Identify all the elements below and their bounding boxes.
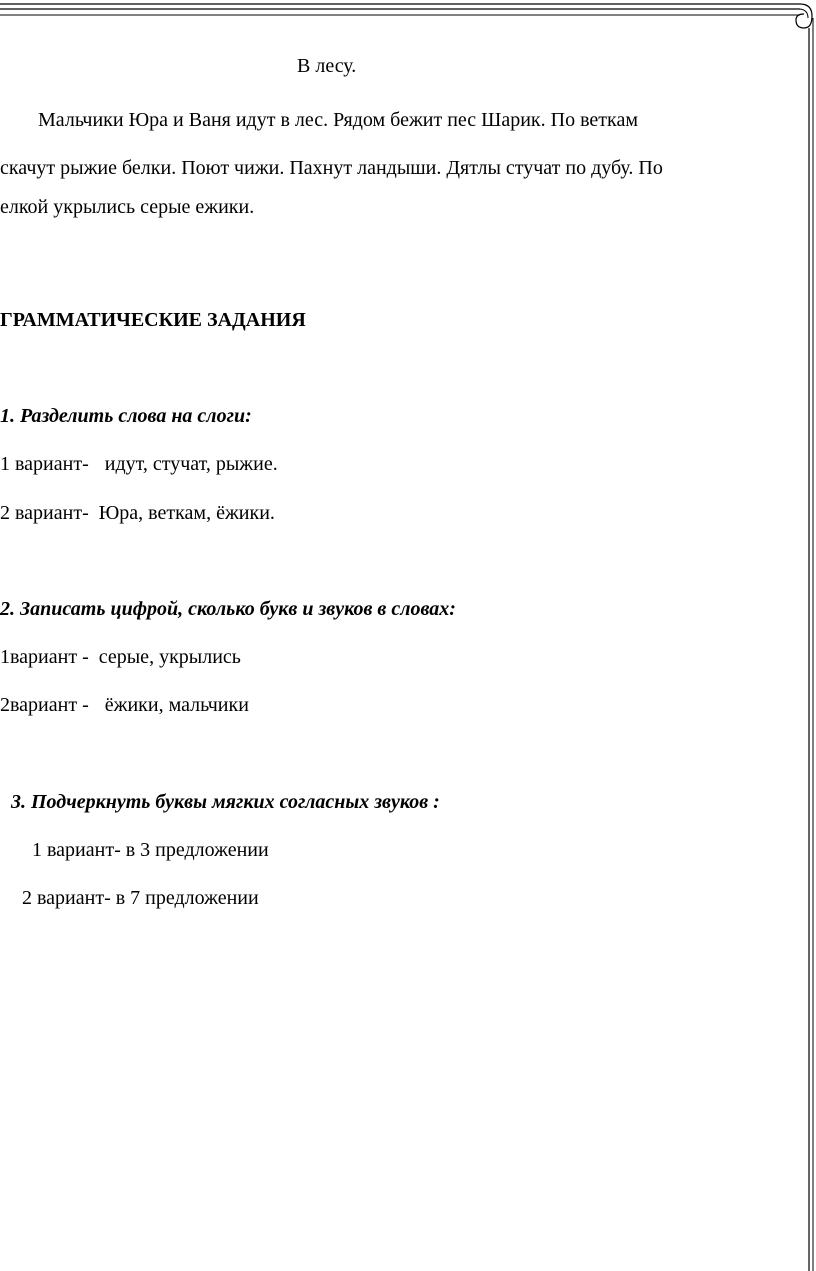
page-frame-right-border (796, 0, 816, 1271)
task-3-title: 3. Подчеркнуть буквы мягких согласных звуков : (11, 791, 440, 813)
task-2-title: 2. Записать цифрой, сколько букв и звуков в словах: (0, 598, 456, 620)
variant-label: 2вариант - (0, 694, 89, 716)
task-2-variant-2 (0, 693, 249, 717)
variant-words: ёжики, мальчики (104, 694, 249, 716)
variant-words: идут, стучат, рыжие. (104, 453, 278, 475)
paragraph-line-2: скачут рыжие белки. Поют чижи. Пахнут ландыши. Дятлы стучат по дубу. По (0, 157, 663, 179)
paragraph-line-1: Мальчики Юра и Ваня идут в лес. Рядом бежит пес Шарик. По веткам (38, 109, 638, 131)
paragraph-line-3: елкой укрылись серые ежики. (0, 196, 255, 218)
variant-label: 2 вариант- (0, 502, 89, 524)
page-frame-top-border (0, 0, 816, 32)
task-3-variant-1: 1 вариант- в 3 предложении (32, 839, 269, 861)
task-1-variant-1 (0, 452, 278, 476)
variant-words: серые, укрылись (98, 646, 241, 668)
task-1-variant-2 (0, 501, 275, 525)
task-2-variant-1 (0, 645, 241, 669)
variant-label: 1 вариант- (0, 453, 89, 475)
task-3-variant-2: 2 вариант- в 7 предложении (22, 887, 259, 909)
variant-label: 1вариант - (0, 646, 89, 668)
variant-words: Юра, веткам, ёжики. (98, 502, 275, 524)
document-title: В лесу. (297, 55, 357, 77)
section-heading: ГРАММАТИЧЕСКИЕ ЗАДАНИЯ (0, 309, 306, 331)
task-1-title: 1. Разделить слова на слоги: (0, 405, 252, 427)
